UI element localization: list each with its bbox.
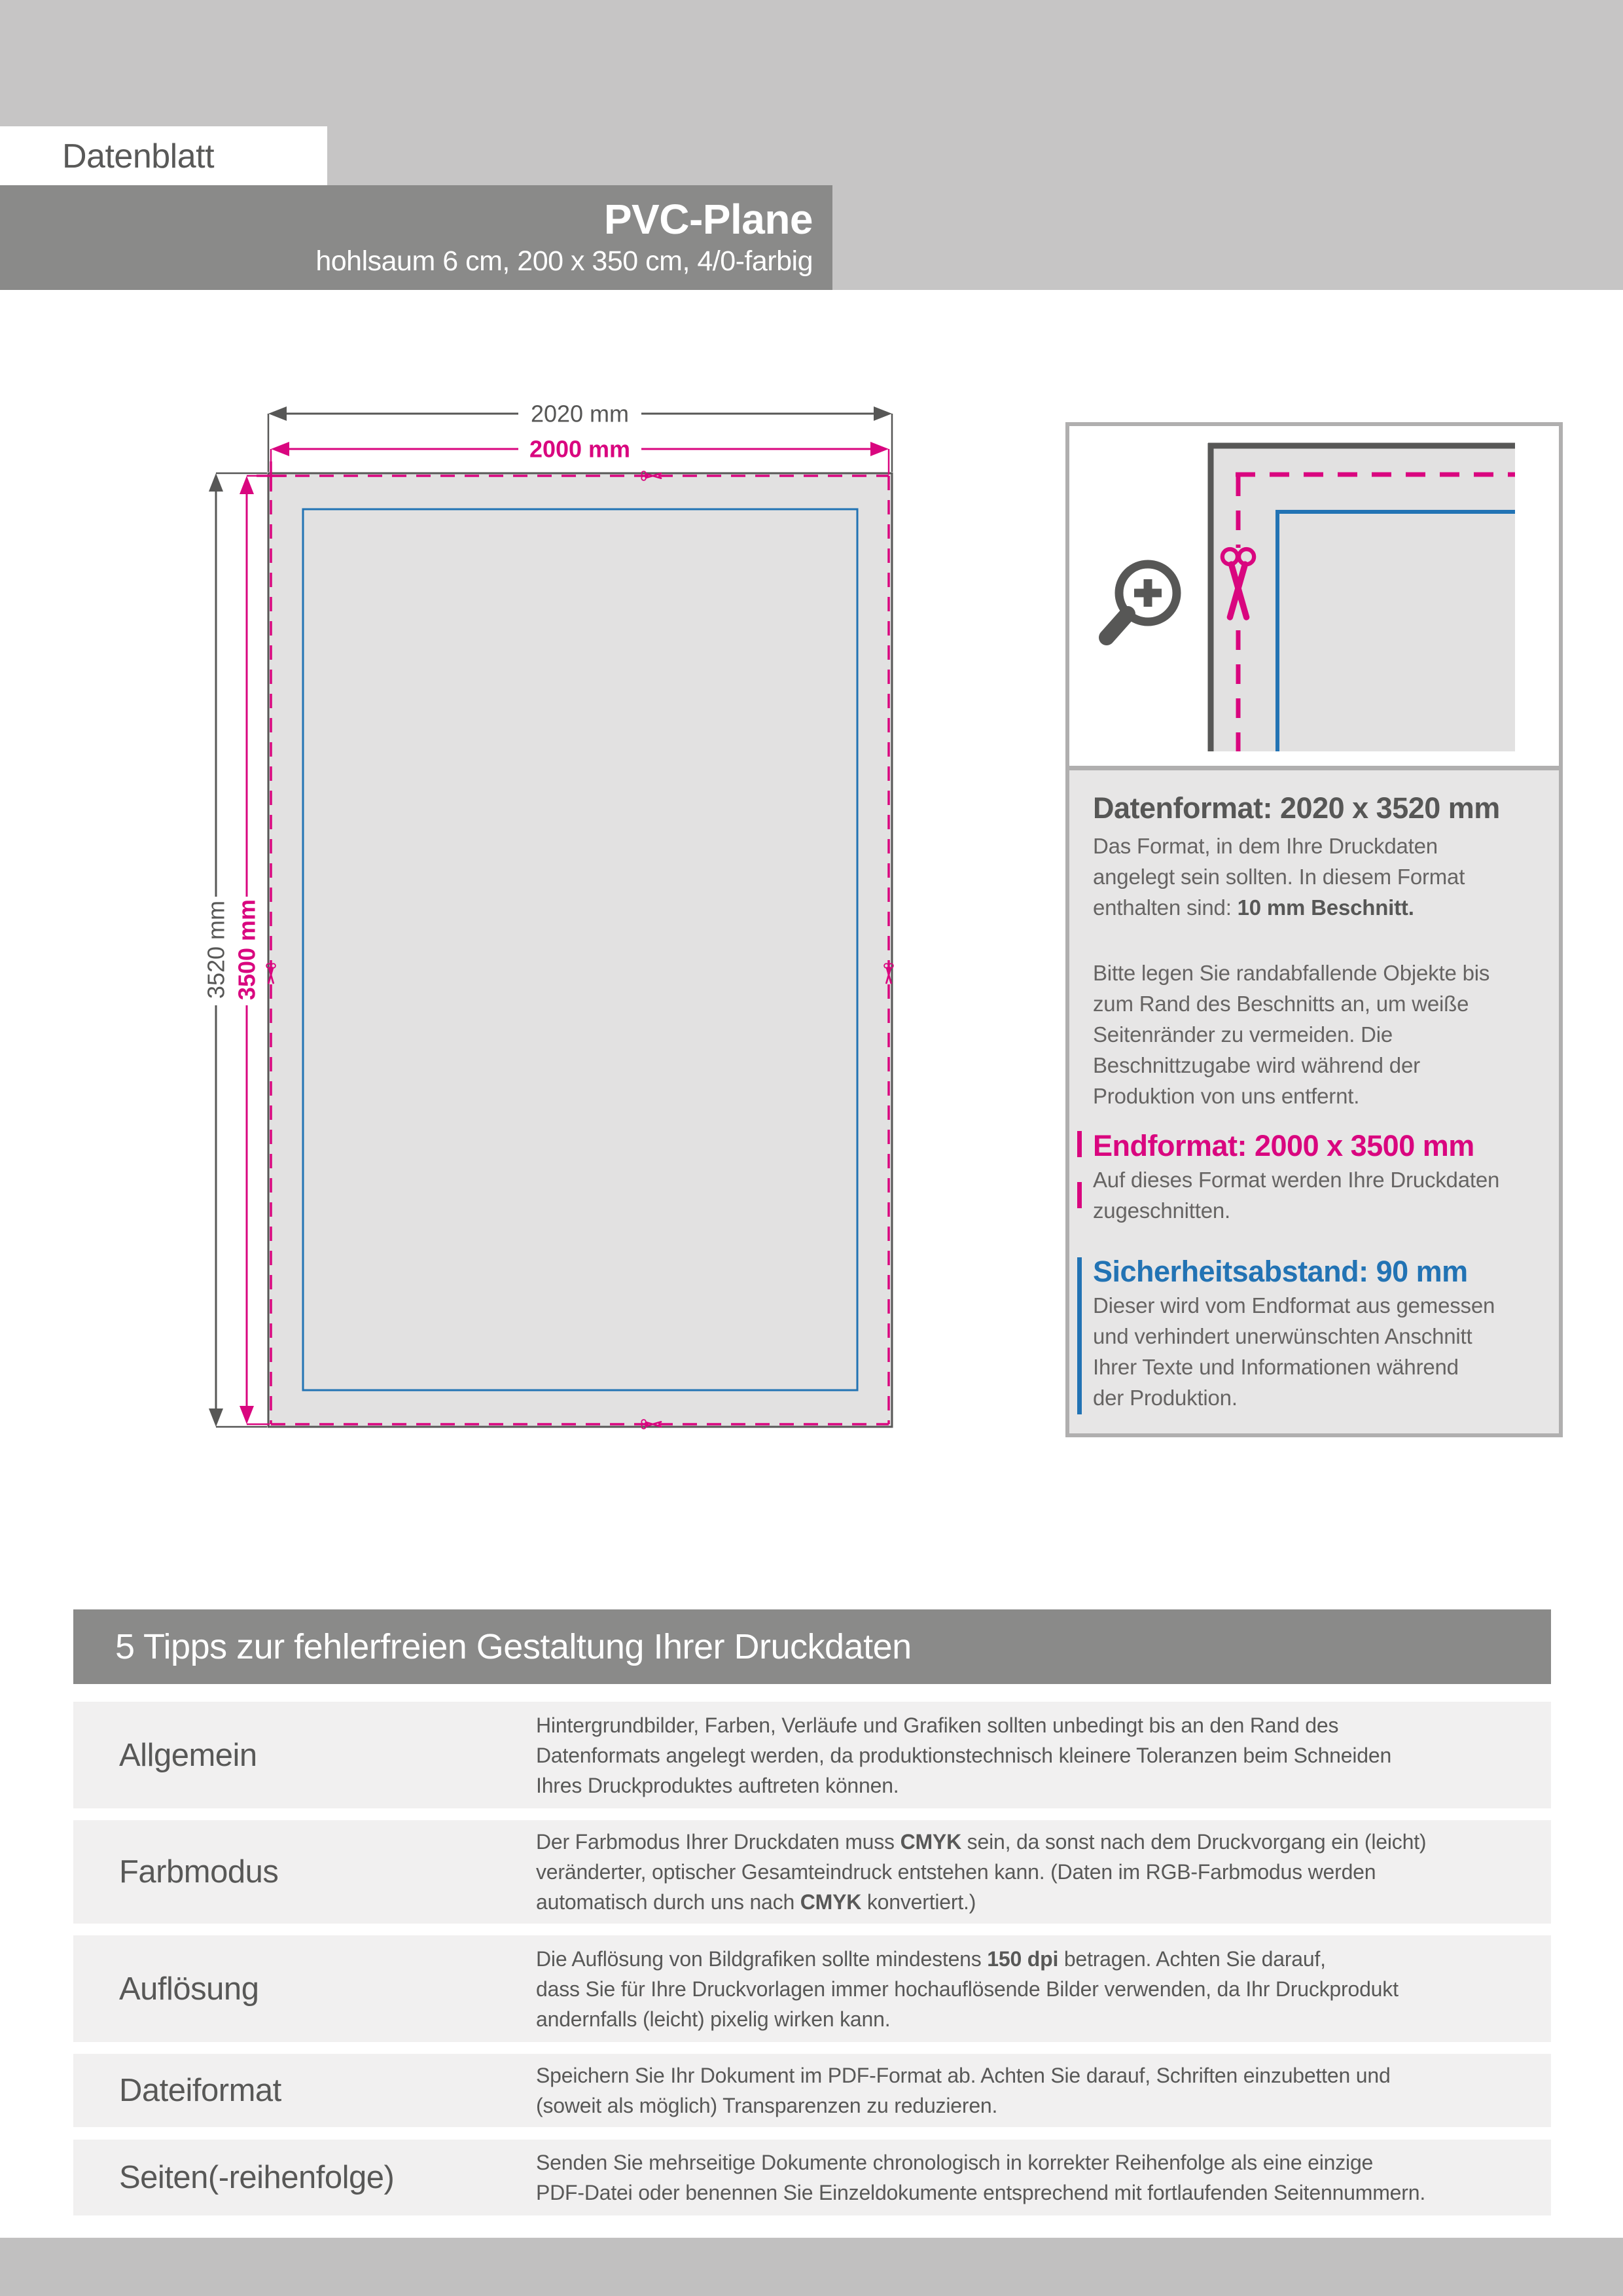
product-title: PVC-Plane — [603, 196, 813, 243]
tip-row-farbmodus — [73, 1820, 1551, 1924]
tip-body: Der Farbmodus Ihrer Druckdaten muss CMYK sein, da sonst nach dem Druckvorgang ein (leicht) veränderter, optischer Gesamteindruck entstehen kann. (Daten im RGB-Farbmodus werden automatisch durch uns nach CMYK konvertiert.) — [536, 1830, 1427, 1914]
bleed-note: Bitte legen Sie randabfallende Objekte bis zum Rand des Beschnitts an, um weiße Seitenränder zu vermeiden. Die Beschnittzugabe wird während der Produktion von uns entfernt. — [1093, 961, 1490, 1108]
panel-divider — [1069, 766, 1559, 770]
footer-band — [0, 2238, 1623, 2296]
tip-label: Seiten(-reihenfolge) — [119, 2160, 395, 2195]
dim-outer-width-label: 2020 mm — [530, 400, 630, 427]
sicherheitsabstand-section — [1093, 1253, 1547, 1413]
datenformat-rect — [268, 473, 892, 1427]
dim-trim-height-label: 3500 mm — [233, 899, 260, 1001]
doc-label: Datenblatt — [62, 137, 215, 175]
arrowhead-right — [874, 406, 892, 421]
arrowhead-up — [209, 473, 223, 492]
sicherheitsabstand-solid-bar — [1077, 1257, 1082, 1414]
sicherheitsabstand-heading: Sicherheitsabstand: 90 mm — [1093, 1255, 1468, 1288]
product-title-banner — [0, 185, 832, 290]
corner-detail-view — [1069, 426, 1559, 766]
tip-body: Speichern Sie Ihr Dokument im PDF-Format ab. Achten Sie darauf, Schriften einzubetten und (soweit als möglich) Transparenzen zu reduzieren. — [536, 2064, 1391, 2117]
doc-label-box — [0, 126, 327, 185]
tip-row-aufloesung — [73, 1935, 1551, 2042]
datenformat-heading: Datenformat: 2020 x 3520 mm — [1093, 791, 1500, 825]
arrowhead-right — [870, 442, 889, 456]
arrowhead-left — [268, 406, 287, 421]
tip-body: Hintergrundbilder, Farben, Verläufe und Grafiken sollten unbedingt bis an den Rand des Datenformats angelegt werden, da produktionstechnisch kleinere Toleranzen beim Schneiden Ihres Druckproduktes auftreten können. — [536, 1713, 1392, 1797]
endformat-heading: Endformat: 2000 x 3500 mm — [1093, 1129, 1474, 1162]
datenformat-body: Das Format, in dem Ihre Druckdaten angelegt sein sollten. In diesem Format enthalten sind: 10 mm Beschnitt. — [1093, 834, 1465, 920]
endformat-body: Auf dieses Format werden Ihre Druckdaten zugeschnitten. — [1093, 1168, 1500, 1223]
product-subtitle: hohlsaum 6 cm, 200 x 350 cm, 4/0-farbig — [315, 245, 813, 277]
tip-row-allgemein — [73, 1702, 1551, 1808]
dim-trim-width-label: 2000 mm — [529, 435, 631, 463]
tip-label: Farbmodus — [119, 1854, 279, 1890]
tips-heading: 5 Tipps zur fehlerfreien Gestaltung Ihrer Druckdaten — [115, 1627, 912, 1666]
endformat-section — [1093, 1128, 1547, 1226]
arrowhead-down — [240, 1406, 254, 1424]
dim-outer-height-label: 3520 mm — [202, 900, 230, 999]
corner-detail-drawing — [1069, 426, 1559, 766]
sicherheitsabstand-body: Dieser wird vom Endformat aus gemessen und verhindert unerwünschten Anschnitt Ihrer Texte und Informationen während der Produktion. — [1093, 1293, 1495, 1410]
tip-body: Die Auflösung von Bildgrafiken sollte mindestens 150 dpi betragen. Achten Sie darauf, dass Sie für Ihre Druckvorlagen immer hochauflösende Bilder verwenden, da Ihr Druckprodukt andernfalls (leicht) pixelig wirken kann. — [536, 1946, 1399, 2031]
tip-label: Dateiformat — [119, 2073, 281, 2108]
zoom-magnifier-icon — [1107, 564, 1177, 637]
info-panel — [1065, 422, 1563, 1437]
arrowhead-left — [271, 442, 289, 456]
detail-fill — [1208, 443, 1515, 751]
arrowhead-up — [240, 476, 254, 494]
tip-label: Auflösung — [119, 1971, 259, 2007]
tip-row-dateiformat — [73, 2054, 1551, 2127]
tip-row-seitenreihenfolge — [73, 2140, 1551, 2215]
endformat-dashed-bar — [1077, 1131, 1082, 1208]
tip-label: Allgemein — [119, 1737, 257, 1773]
tips-banner — [73, 1609, 1551, 1684]
arrowhead-down — [209, 1408, 223, 1427]
panel-text-area — [1069, 770, 1559, 1433]
tip-body: Senden Sie mehrseitige Dokumente chronologisch in korrekter Reihenfolge als eine einzige PDF-Datei oder benennen Sie Einzeldokumente entsprechend mit fortlaufenden Seitennummern. — [536, 2151, 1426, 2204]
format-diagram — [183, 393, 929, 1453]
